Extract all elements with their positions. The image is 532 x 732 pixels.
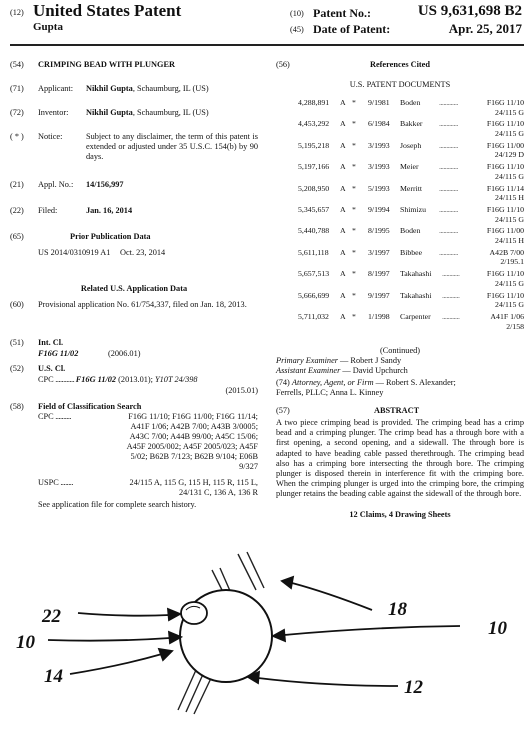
date-label: Date of Patent: <box>313 22 391 36</box>
ref-class: F16G 11/10 <box>486 162 524 172</box>
cpc-class-line: F16G 11/10; F16G 11/00; F16G 11/14; <box>128 412 258 421</box>
field-code: (51) <box>10 338 24 347</box>
ref-name: Boden <box>400 98 421 107</box>
numeral-14: 14 <box>44 666 63 687</box>
ref-date: 3/1993 <box>368 140 390 150</box>
int-cl-class: F16G 11/02 <box>38 349 79 358</box>
ref-class: A41F 1/06 <box>490 312 524 321</box>
reference-row <box>276 291 524 311</box>
ref-date: 5/1993 <box>368 183 390 193</box>
us-cl-class-1-date: (2013.01); <box>116 375 156 384</box>
ref-star: * <box>352 119 356 129</box>
ref-star: * <box>352 98 356 107</box>
reference-row <box>276 226 524 246</box>
applicant-name: Nikhil Gupta <box>86 84 133 93</box>
ref-star: * <box>352 162 356 172</box>
cable-strand <box>238 554 256 590</box>
ref-star: * <box>352 183 356 193</box>
primary-examiner-label: Primary Examiner <box>276 356 338 365</box>
ref-number: 5,440,788 <box>298 226 330 236</box>
reference-row <box>276 248 524 268</box>
provisional-text: Provisional application No. 61/754,337, filed on Jan. 18, 2013. <box>38 300 247 309</box>
cpc-class-line: A43C 7/00; A44B 99/00; A45C 15/06; <box>129 432 258 441</box>
reference-row <box>276 184 524 204</box>
crimping-plunger <box>181 602 207 624</box>
field-code: (71) <box>10 84 24 93</box>
notice-label: Notice: <box>38 132 63 141</box>
ref-class-secondary: 24/115 G <box>495 214 524 224</box>
ref-date: 3/1997 <box>368 247 390 257</box>
invention-title: CRIMPING BEAD WITH PLUNGER <box>38 60 175 69</box>
inventor-name: Nikhil Gupta <box>86 108 133 117</box>
reference-list <box>276 98 524 334</box>
ref-date: 8/1995 <box>368 226 390 236</box>
arrow-18 <box>282 577 372 610</box>
reference-row <box>276 205 524 225</box>
filed-value: Jan. 16, 2014 <box>86 206 133 215</box>
field-code: (57) <box>276 406 290 415</box>
ref-class-secondary: 24/115 G <box>495 300 524 310</box>
reference-row <box>276 162 524 182</box>
ref-class: F16G 11/10 <box>486 98 524 107</box>
us-cl-field <box>10 364 258 395</box>
plunger-body <box>181 602 207 624</box>
notice-text: Subject to any disclaimer, the term of this patent is extended or adjusted under 35 U.S.C. 154(b) by 90 days. <box>86 132 258 161</box>
ref-star: * <box>352 290 356 300</box>
ref-number: 4,288,891 <box>298 98 330 107</box>
cpc-label: CPC <box>38 375 54 384</box>
us-cl-label: U.S. Cl. <box>38 364 66 373</box>
ref-kind: A <box>340 247 346 257</box>
provisional-field <box>10 300 258 322</box>
ref-class: F16G 11/14 <box>486 183 524 193</box>
ref-name: Shimizu <box>400 205 426 214</box>
kind-code: (12) <box>10 8 24 17</box>
ref-name: Joseph <box>400 140 422 150</box>
dot-leader: ............. <box>439 119 458 129</box>
ref-class: F16G 11/10 <box>486 119 524 129</box>
ref-class-secondary: 24/115 H <box>495 193 524 203</box>
ref-class: F16G 11/00 <box>486 226 524 236</box>
primary-examiner <box>276 356 524 366</box>
patent-date: Apr. 25, 2017 <box>448 21 522 36</box>
field-code: (58) <box>10 402 24 411</box>
numeral-12: 12 <box>404 677 423 698</box>
assistant-examiner-label: Assistant Examiner <box>276 366 341 375</box>
related-application-heading: Related U.S. Application Data <box>80 284 188 293</box>
uspc-class-line: 24/115 A, 115 G, 115 H, 115 R, 115 L, <box>129 478 258 487</box>
ref-number: 5,197,166 <box>298 162 330 172</box>
us-cl-class-2-date: (2015.01) <box>225 386 258 395</box>
ref-kind: A <box>340 312 346 321</box>
right-column <box>276 56 524 526</box>
arrow-22 <box>78 609 180 620</box>
cpc-class-line: A45F 2005/002; A45F 2005/023; A45F <box>126 442 258 451</box>
dot-leader: ............. <box>439 205 458 214</box>
ref-date: 9/1981 <box>368 98 390 107</box>
search-history-note: See application file for complete search history. <box>38 500 197 509</box>
prior-publication-heading: Prior Publication Data <box>70 232 151 241</box>
abstract-heading: ABSTRACT <box>374 406 420 415</box>
patent-number: US 9,631,698 B2 <box>417 3 522 19</box>
reference-row <box>276 141 524 161</box>
ref-kind: A <box>340 269 346 279</box>
attorney-name: — Robert S. Alexander; <box>373 378 456 387</box>
field-code: ( * ) <box>10 132 24 141</box>
abstract-text: A two piece crimping bead is provided. The crimping bead has a crimp bead and a crimping plunger. The crimp bead has a through bore with a first opening, a second opening, and a sidewall. The through bore is adapted to have beading cable passed therethrough. The crimping bead also has a crimping bore intersecting the through bore. The crimping plunger is disposed therein in interference fit with the crimping bore. When the crimping plunger is urged into the crimping bore, the crimping plunger retains the beading cable against the sidewall of the through bore. <box>276 418 524 499</box>
int-cl-field <box>10 338 258 360</box>
ref-number: 5,345,657 <box>298 205 330 214</box>
inventor-short: Gupta <box>33 21 63 33</box>
ref-name: Takahashi <box>400 290 432 300</box>
ref-star: * <box>352 312 356 321</box>
prior-publication-field <box>10 232 258 262</box>
field-code: (52) <box>10 364 24 373</box>
ref-class-secondary: 24/129 D <box>494 150 524 160</box>
ref-name: Bakker <box>400 119 423 129</box>
cpc-class-line: 5/02; B62B 7/123; B62B 9/104; E06B <box>130 452 258 461</box>
dot-leader: ............. <box>439 247 458 257</box>
ref-class-secondary: 2/195.1 <box>500 257 524 267</box>
inventor-label: Inventor: <box>38 108 69 117</box>
ref-class-secondary: 24/115 G <box>495 171 524 181</box>
arrow-10-right <box>273 626 460 641</box>
ref-star: * <box>352 205 356 214</box>
ref-number: 5,195,218 <box>298 140 330 150</box>
primary-examiner-name: — Robert J Sandy <box>337 356 402 365</box>
field-code: (65) <box>10 232 24 241</box>
us-cl-class-1: F16G 11/02 <box>75 375 117 384</box>
ref-date: 9/1997 <box>368 290 390 300</box>
ref-class-secondary: 24/115 G <box>495 278 524 288</box>
int-cl-date: (2006.01) <box>108 349 141 358</box>
dot-leader: ............. <box>439 98 458 107</box>
cable-strand <box>186 672 204 712</box>
dot-leader: ............ <box>442 312 460 321</box>
ref-class: F16G 11/10 <box>486 290 524 300</box>
dot-leader: ........ <box>58 478 73 487</box>
int-cl-label: Int. Cl. <box>38 338 64 347</box>
appl-no-value: 14/156,997 <box>86 180 124 189</box>
field-code: (60) <box>10 300 24 309</box>
ref-class-secondary: 24/115 H <box>495 235 524 245</box>
cpc-class-line: A41F 1/06; A42B 7/00; A43B 3/0005; <box>130 422 258 431</box>
cpc-class-list <box>127 412 258 472</box>
ref-class: A42B 7/00 <box>489 247 524 257</box>
ref-number: 5,208,950 <box>298 183 330 193</box>
patent-no-label: Patent No.: <box>313 6 371 20</box>
arrow-12 <box>248 672 398 686</box>
patent-no-code: (10) <box>290 9 304 18</box>
reference-row <box>276 312 524 332</box>
ref-kind: A <box>340 183 346 193</box>
attorney-label: Attorney, Agent, or Firm <box>291 378 374 387</box>
patent-drawing <box>0 550 532 732</box>
uspc-class-line: 24/131 C, 136 A, 136 R <box>178 488 258 497</box>
ref-name: Takahashi <box>400 269 432 279</box>
numeral-18: 18 <box>388 599 407 620</box>
ref-number: 5,711,032 <box>298 312 329 321</box>
ref-class-secondary: 2/158 <box>506 321 524 331</box>
ref-number: 5,666,699 <box>298 290 330 300</box>
ref-star: * <box>352 269 356 279</box>
numeral-22: 22 <box>42 606 61 627</box>
prior-publication-date: Oct. 23, 2014 <box>120 248 166 257</box>
ref-star: * <box>352 140 356 150</box>
ref-name: Boden <box>400 226 421 236</box>
ref-date: 1/1998 <box>368 312 390 321</box>
ref-class: F16G 11/10 <box>486 269 524 279</box>
ref-date: 9/1994 <box>368 205 390 214</box>
cpc-class-line: 9/327 <box>239 462 258 471</box>
field-code: (22) <box>10 206 24 215</box>
reference-row <box>276 269 524 289</box>
ref-kind: A <box>340 98 346 107</box>
left-column <box>10 56 258 526</box>
assistant-examiner-name: — David Upchurch <box>340 366 408 375</box>
prior-publication-number: US 2014/0310919 A1 <box>38 248 111 257</box>
inventor-location: , Schaumburg, IL (US) <box>132 108 209 117</box>
ref-name: Bibbee <box>400 247 423 257</box>
cable-strand <box>247 552 264 588</box>
dot-leader: ............ <box>442 290 460 300</box>
ref-number: 5,657,513 <box>298 269 330 279</box>
attorney-field <box>276 378 524 398</box>
notice-field <box>10 132 258 172</box>
patent-header <box>0 0 532 40</box>
field-code: (54) <box>10 60 24 69</box>
applicant-label: Applicant: <box>38 84 74 93</box>
ref-kind: A <box>340 140 346 150</box>
dot-leader: .......... <box>53 412 72 421</box>
ref-number: 4,453,292 <box>298 119 330 129</box>
claims-count: 12 Claims, 4 Drawing Sheets <box>349 510 451 519</box>
ref-date: 8/1997 <box>368 269 390 279</box>
field-code: (72) <box>10 108 24 117</box>
ref-kind: A <box>340 119 346 129</box>
us-cl-class-2: Y10T 24/398 <box>155 375 198 384</box>
numeral-10-left: 10 <box>16 632 35 653</box>
ref-date: 6/1984 <box>368 119 390 129</box>
document-title: United States Patent <box>33 1 182 20</box>
cable-strand <box>178 670 196 710</box>
reference-row <box>276 98 524 118</box>
ref-name: Merritt <box>400 183 423 193</box>
ref-kind: A <box>340 226 346 236</box>
field-code: (21) <box>10 180 24 189</box>
appl-no-label: Appl. No.: <box>38 180 74 189</box>
ref-name: Carpenter <box>400 312 431 321</box>
assistant-examiner <box>276 366 524 376</box>
numeral-10-right: 10 <box>488 618 507 639</box>
arrow-14 <box>70 649 172 674</box>
dot-leader: ............ <box>442 269 460 279</box>
ref-number: 5,611,118 <box>298 247 329 257</box>
field-of-search <box>10 402 258 522</box>
attorney-firm: Ferrells, PLLC; Anna L. Kinney <box>276 388 384 397</box>
ref-class-secondary: 24/115 G <box>495 128 524 138</box>
field-of-search-label: Field of Classification Search <box>38 402 142 411</box>
uspc-class-list <box>130 478 258 498</box>
ref-date: 3/1993 <box>368 162 390 172</box>
reference-row <box>276 119 524 139</box>
arrow-10-left <box>48 632 181 643</box>
ref-star: * <box>352 247 356 257</box>
date-code: (45) <box>290 25 304 34</box>
filed-label: Filed: <box>38 206 58 215</box>
applicant-location: , Schaumburg, IL (US) <box>132 84 209 93</box>
ref-star: * <box>352 226 356 236</box>
field-code: (74) <box>276 378 290 387</box>
ref-kind: A <box>340 162 346 172</box>
ref-class: F16G 11/10 <box>486 205 524 214</box>
dot-leader: ............. <box>439 226 458 236</box>
ref-class: F16G 11/00 <box>486 140 524 150</box>
uspc-label: USPC <box>38 478 59 487</box>
ref-kind: A <box>340 205 346 214</box>
continued-note: (Continued) <box>379 346 421 355</box>
header-rule <box>10 44 524 46</box>
cpc-label: CPC <box>38 412 54 421</box>
dot-leader: ............. <box>439 162 458 172</box>
ref-class-secondary: 24/115 G <box>495 107 524 117</box>
ref-name: Meier <box>400 162 419 172</box>
dot-leader: ............. <box>439 140 458 150</box>
references-heading: References Cited <box>370 60 430 69</box>
field-code: (56) <box>276 60 290 69</box>
dot-leader: ............ <box>53 375 76 384</box>
dot-leader: ............. <box>439 183 458 193</box>
ref-kind: A <box>340 290 346 300</box>
us-patent-documents-heading: U.S. PATENT DOCUMENTS <box>349 80 451 89</box>
